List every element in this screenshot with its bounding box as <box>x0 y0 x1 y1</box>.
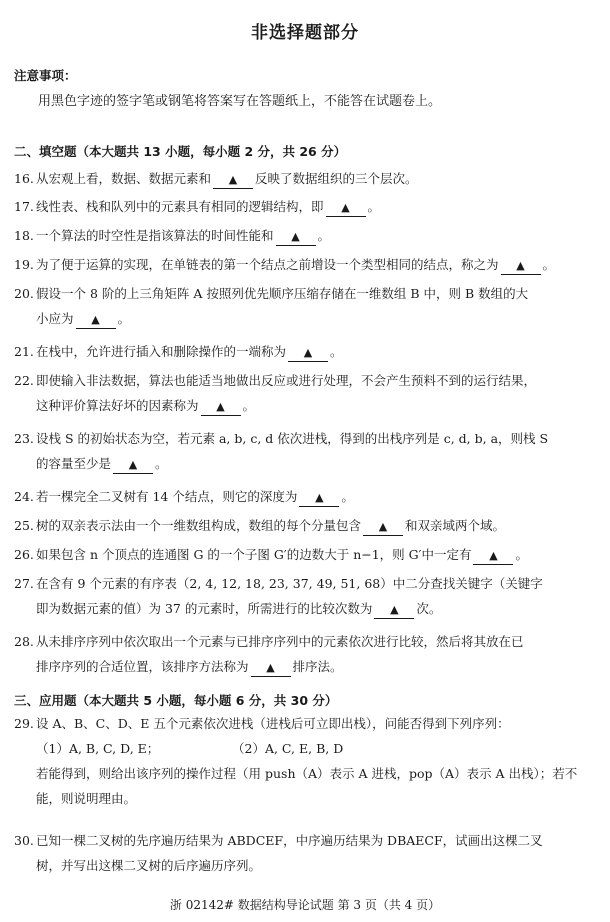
page-footer: 浙 02142# 数据结构导论试题 第 3 页（共 4 页） <box>169 898 441 912</box>
question-number: 28. <box>14 634 34 649</box>
question-text: 这种评价算法好坏的因素称为 <box>36 398 199 413</box>
question-17 <box>14 194 598 219</box>
question-text: 若一棵完全二叉树有 14 个结点，则它的深度为 <box>36 489 298 504</box>
blank-triangle-icon: ▲ <box>291 230 300 243</box>
blank-triangle-icon: ▲ <box>303 346 313 359</box>
answer-blank <box>326 199 366 217</box>
question-text: 。 <box>117 311 131 326</box>
question-text: 。 <box>242 398 256 413</box>
blank-triangle-icon: ▲ <box>91 313 100 326</box>
blank-triangle-icon: ▲ <box>489 549 498 562</box>
question-text: 已知一棵二叉树的先序遍历结果为 ABDCEF，中序遍历结果为 DBAECF，试画出这棵二叉 <box>36 833 543 848</box>
question-number: 24. <box>14 489 34 504</box>
answer-blank <box>374 601 414 619</box>
answer-blank <box>276 228 316 246</box>
question-22 <box>14 368 598 418</box>
answer-blank <box>213 171 253 189</box>
blank-triangle-icon: ▲ <box>128 458 138 471</box>
question-18 <box>14 223 598 248</box>
question-text: 树，并写出这棵二叉树的后序遍历序列。 <box>36 858 262 873</box>
question-text: 。 <box>317 228 331 243</box>
notice-text: 用黑色字迹的签字笔或钢笔将答案写在答题纸上，不能答在试题卷上。 <box>38 94 442 109</box>
answer-blank <box>299 489 339 507</box>
question-text: 即使输入非法数据，算法也能适当地做出反应或进行处理，不会产生预料不到的运行结果， <box>36 373 537 388</box>
answer-blank <box>113 456 153 474</box>
blank-triangle-icon: ▲ <box>516 259 525 272</box>
question-number: 22. <box>14 373 34 388</box>
answer-blank <box>201 398 241 416</box>
question-text: 。 <box>515 547 528 562</box>
answer-blank <box>473 547 513 565</box>
question-text: 小应为 <box>36 311 74 326</box>
question-text: 。 <box>155 456 168 471</box>
question-23 <box>14 426 598 476</box>
section-application-heading: 三、应用题（本大题共 5 小题，每小题 6 分，共 30 分） <box>14 693 338 708</box>
page-title: 非选择题部分 <box>251 23 359 43</box>
question-number: 25. <box>14 518 34 533</box>
section-fill-in-heading: 二、填空题（本大题共 13 小题，每小题 2 分，共 26 分） <box>14 144 347 159</box>
question-text: 。 <box>542 257 556 272</box>
question-text: 在栈中，允许进行插入和删除操作的一端称为 <box>36 344 287 359</box>
question-number: 27. <box>14 576 34 591</box>
question-16 <box>14 166 598 191</box>
option-2: （2）A, C, E, B, D <box>232 741 344 756</box>
question-30 <box>14 828 598 878</box>
question-number: 26. <box>14 547 34 562</box>
question-text: 设栈 S 的初始状态为空，若元素 a, b, c, d 依次进栈，得到的出栈序列是 c, d, b, a，则栈 S <box>36 431 549 446</box>
question-number: 19. <box>14 257 34 272</box>
question-text: 即为数据元素的值）为 37 的元素时，所需进行的比较次数为 <box>36 601 373 616</box>
question-number: 16. <box>14 171 34 186</box>
question-27 <box>14 571 598 621</box>
question-text: 一个算法的时空性是指该算法的时间性能和 <box>36 228 274 243</box>
question-number: 20. <box>14 286 34 301</box>
question-number: 29. <box>14 716 34 731</box>
question-text: 树的双亲表示法由一个一维数组构成，数组的每个分量包含 <box>36 518 362 533</box>
blank-triangle-icon: ▲ <box>378 520 388 533</box>
blank-triangle-icon: ▲ <box>341 201 350 214</box>
question-text: 从未排序序列中依次取出一个元素与已排序序列中的元素依次进行比较，然后将其放在已 <box>36 634 524 649</box>
option-1: （1）A, B, C, D, E； <box>36 741 160 756</box>
question-21 <box>14 339 598 364</box>
question-text: 。 <box>330 344 343 359</box>
question-text: 假设一个 8 阶的上三角矩阵 A 按照列优先顺序压缩存储在一维数组 B 中，则 B 数组的大 <box>36 286 529 301</box>
question-24 <box>14 484 598 509</box>
blank-triangle-icon: ▲ <box>216 400 225 413</box>
answer-blank <box>501 257 541 275</box>
blank-triangle-icon: ▲ <box>228 173 238 186</box>
answer-blank <box>288 344 328 362</box>
question-text: 设 A、B、C、D、E 五个元素依次进栈（进栈后可立即出栈），问能否得到下列序列： <box>36 716 510 731</box>
question-text: 反映了数据组织的三个层次。 <box>255 171 418 186</box>
answer-blank <box>251 659 291 677</box>
question-text: 为了便于运算的实现，在单链表的第一个结点之前增设一个类型相同的结点，称之为 <box>36 257 499 272</box>
question-number: 21. <box>14 344 34 359</box>
question-text: 排序序列的合适位置，该排序方法称为 <box>36 659 249 674</box>
blank-triangle-icon: ▲ <box>390 603 399 616</box>
question-text: 。 <box>341 489 354 504</box>
answer-blank <box>76 311 116 329</box>
question-number: 23. <box>14 431 34 446</box>
question-28 <box>14 629 598 679</box>
question-number: 17. <box>14 199 34 214</box>
blank-triangle-icon: ▲ <box>315 491 324 504</box>
question-number: 18. <box>14 228 34 243</box>
question-text: 和双亲域两个域。 <box>405 518 506 533</box>
question-26 <box>14 542 598 567</box>
question-text: 线性表、栈和队列中的元素具有相同的逻辑结构，即 <box>36 199 324 214</box>
question-text: 如果包含 n 个顶点的连通图 G 的一个子图 G′的边数大于 n−1，则 G′中一定有 <box>36 547 472 562</box>
question-text: 。 <box>367 199 381 214</box>
question-text: 次。 <box>416 601 442 616</box>
question-29 <box>14 711 598 811</box>
question-20 <box>14 281 598 331</box>
question-text: 从宏观上看，数据、数据元素和 <box>36 171 212 186</box>
notice-heading: 注意事项： <box>14 68 77 83</box>
question-25 <box>14 513 598 538</box>
question-text: 的容量至少是 <box>36 456 112 471</box>
question-19 <box>14 252 598 277</box>
question-text: 排序法。 <box>292 659 343 674</box>
question-number: 30. <box>14 833 34 848</box>
question-text: 能，则说明理由。 <box>36 791 137 806</box>
question-text: 在含有 9 个元素的有序表（2, 4, 12, 18, 23, 37, 49, 51, 68）中二分查找关键字（关键字 <box>36 576 543 591</box>
blank-triangle-icon: ▲ <box>266 661 275 674</box>
question-text: 若能得到，则给出该序列的操作过程（用 push（A）表示 A 进栈，pop（A）表示 A 出栈）；若不 <box>36 766 578 781</box>
answer-blank <box>363 518 403 536</box>
